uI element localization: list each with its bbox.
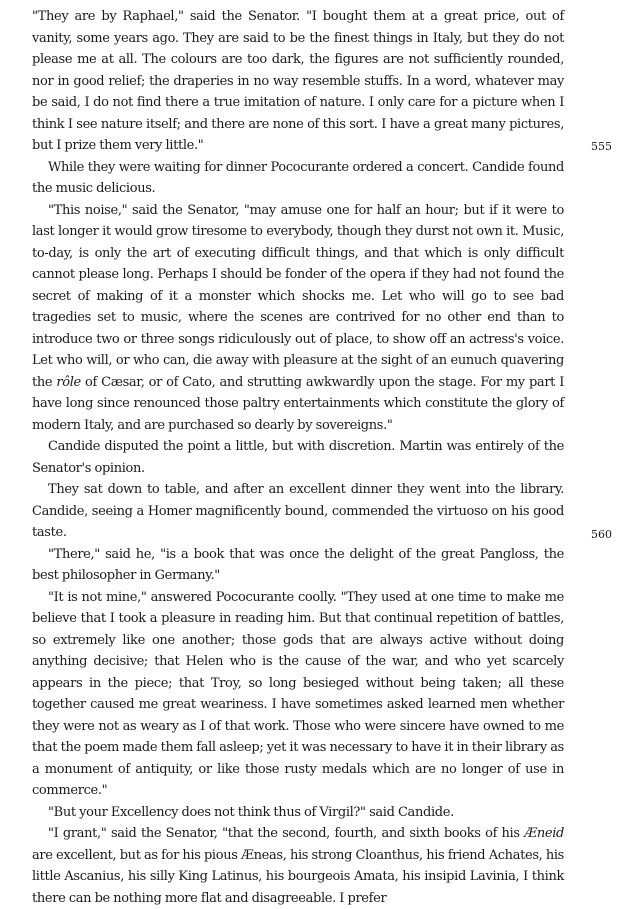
- line-number-555: 555: [591, 140, 612, 153]
- text-run: "It is not mine," answered Pococurante coolly. "They used at one time to make me believe that I took a pleasure in reading him. But that continual repetition of battles, so extremely like one another; those gods that are always active without doing anything decisive; that Helen who is the cause of the war, and who yet scarcely appears in the piece; that Troy, so long besieged without being taken; all these together caused me great weariness. I have sometimes asked learned men whether they were not as weary as I of that work. Those who were sincere have owned to me that the poem made them fall asleep; yet it was necessary to have it in their library as a monument of antiquity, or like those rusty medals which are no longer of use in commerce.": [32, 589, 564, 798]
- italic-text: rôle: [56, 374, 81, 390]
- text-run: They sat down to table, and after an excellent dinner they went into the library. Candide, seeing a Homer magnificently bound, commended the virtuoso on his good taste.: [32, 482, 564, 540]
- paragraph-senator-on-music: [32, 200, 564, 437]
- paragraph-on-aeneid: [32, 823, 564, 909]
- paragraph-concert: [32, 157, 564, 200]
- text-run: "They are by Raphael," said the Senator. "I bought them at a great price, out of vanity, some years ago. They are said to be the finest things in Italy, but they do not please me at all. The colours are too dark, the figures are not sufficiently rounded, nor in good relief; the draperies in no way resemble stuffs. In a word, whatever may be said, I do not find there a true imitation of nature. I only care for a picture when I think I see nature itself; and there are none of this sort. I have a great many pictures, but I prize them very little.": [32, 9, 564, 153]
- text-run: Candide disputed the point a little, but with discretion. Martin was entirely of the Senator's opinion.: [32, 439, 564, 476]
- page-text: [32, 6, 564, 909]
- paragraph-candide-disputes: [32, 436, 564, 479]
- paragraph-pangloss: [32, 544, 564, 587]
- text-run: "There," said he, "is a book that was once the delight of the great Pangloss, the best philosopher in Germany.": [32, 546, 564, 583]
- italic-text: Æneid: [524, 826, 564, 841]
- text-run: While they were waiting for dinner Pococurante ordered a concert. Candide found the music delicious.: [32, 159, 564, 196]
- paragraph-on-homer: [32, 587, 564, 802]
- paragraph-library: [32, 479, 564, 544]
- text-run: "I grant," said the Senator, "that the second, fourth, and sixth books of his: [48, 826, 525, 841]
- line-number-560: 560: [591, 528, 612, 541]
- text-run: "This noise," said the Senator, "may amuse one for half an hour; but if it were to last longer it would grow tiresome to everybody, though they durst not own it. Music, to-day, is only the art of executing difficult things, and that which is only difficult cannot please long. Perhaps I should be fonder of the opera if they had not found the secret of making of it a monster which shocks me. Let who will go to see bad tragedies set to music, where the scenes are contrived for no other end than to introduce two or three songs ridiculously out of place, to show off an actress's voice. Let who will, or who can, die away with pleasure at the sight of an eunuch quavering the: [32, 202, 564, 390]
- text-run: are excellent, but as for his pious Æneas, his strong Cloanthus, his friend Achates, his little Ascanius, his silly King Latinus, his bourgeois Amata, his insipid Lavinia, I think there can be nothing more flat and disagreeable. I prefer: [32, 847, 564, 906]
- text-run: of Cæsar, or of Cato, and strutting awkwardly upon the stage. For my part I have long since renounced those paltry entertainments which constitute the glory of modern Italy, and are purchased so dearly by sovereigns.": [32, 374, 564, 433]
- paragraph-raphael-paintings: [32, 6, 564, 157]
- text-run: "But your Excellency does not think thus of Virgil?" said Candide.: [48, 804, 454, 820]
- paragraph-virgil-question: [32, 802, 564, 824]
